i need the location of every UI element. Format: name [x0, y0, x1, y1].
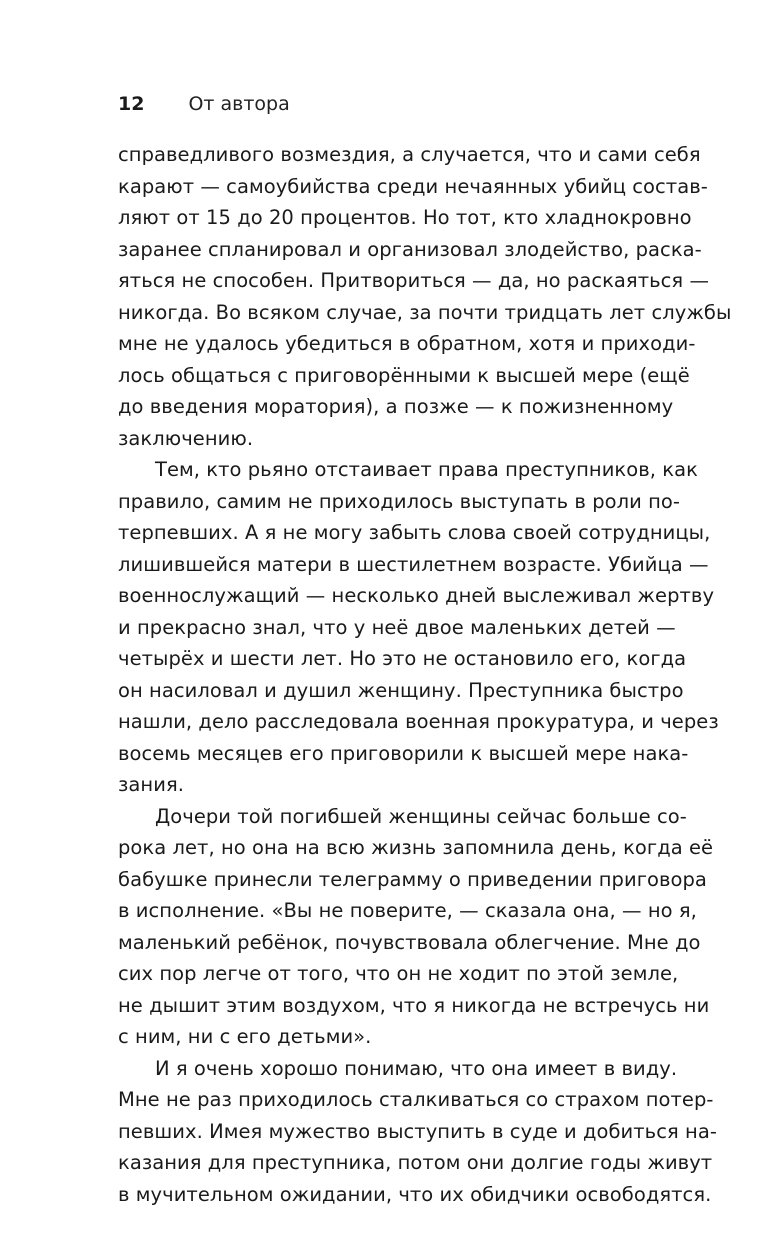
text-line: карают — самоубийства среди нечаянных убийц состав-: [118, 174, 708, 198]
text-line: четырёх и шести лет. Но это не остановило его, когда: [118, 647, 687, 670]
text-line: с ним, ни с его детьми».: [118, 1025, 372, 1048]
text-line: в исполнение. «Вы не поверите, — сказала она, — но я,: [118, 899, 697, 922]
text-line: до введения моратория), а позже — к пожизненному: [118, 395, 674, 418]
text-line: правило, самим не приходилось выступать в роли по-: [118, 489, 680, 513]
text-line: рока лет, но она на всю жизнь запомнила день, когда её: [118, 836, 714, 859]
text-line: певших. Имея мужество выступить в суде и добиться на-: [118, 1119, 717, 1143]
text-line: лось общаться с приговорёнными к высшей мере (ещё: [118, 363, 690, 387]
page-header: [118, 92, 290, 116]
text-line: заранее спланировал и организовал злодейство, раска-: [118, 237, 702, 261]
text-line: маленький ребёнок, почувствовала облегчение. Мне до: [118, 930, 701, 954]
text-line: И я очень хорошо понимаю, что она имеет в виду.: [155, 1056, 678, 1080]
text-line: и прекрасно знал, что у неё двое маленьких детей —: [118, 615, 676, 639]
text-line: справедливого возмездия, а случается, что и сами себя: [118, 143, 701, 166]
text-line: ляют от 15 до 20 процентов. Но тот, кто хладнокровно: [118, 206, 692, 229]
text-line: восемь месяцев его приговорили к высшей мере нака-: [118, 741, 689, 765]
text-line: бабушке принесли телеграмму о приведении приговора: [118, 867, 707, 891]
text-line: заключению.: [118, 426, 254, 450]
text-line: сих пор легче от того, что он не ходит по этой земле,: [118, 962, 679, 985]
text-line: нашли, дело расследовала военная прокуратура, и через: [118, 710, 719, 733]
text-line: казания для преступника, потом они долгие годы живут: [118, 1151, 713, 1174]
body-text: [118, 139, 731, 1210]
text-line: Дочери той погибшей женщины сейчас больше со-: [155, 804, 687, 828]
text-line: зания.: [118, 773, 184, 796]
text-line: не дышит этим воздухом, что я никогда не встречусь ни: [118, 993, 710, 1017]
running-head: От автора: [188, 93, 290, 115]
text-line: в мучительном ожидании, что их обидчики освободятся.: [118, 1182, 712, 1206]
text-line: терпевших. А я не могу забыть слова своей сотрудницы,: [118, 521, 711, 544]
text-line: Мне не раз приходилось сталкиваться со страхом потер-: [118, 1088, 714, 1111]
text-line: никогда. Во всяком случае, за почти тридцать лет службы: [118, 300, 732, 324]
text-line: лишившейся матери в шестилетнем возрасте. Убийца —: [118, 552, 709, 576]
text-line: военнослужащий — несколько дней выслеживал жертву: [118, 584, 715, 607]
text-line: он насиловал и душил женщину. Преступника быстро: [118, 678, 684, 702]
page-number: 12: [118, 93, 145, 115]
text-line: мне не удалось убедиться в обратном, хотя и приходи-: [118, 332, 696, 355]
text-line: яться не способен. Притвориться — да, но раскаяться —: [118, 269, 710, 292]
text-line: Тем, кто рьяно отстаивает права преступников, как: [155, 458, 698, 481]
